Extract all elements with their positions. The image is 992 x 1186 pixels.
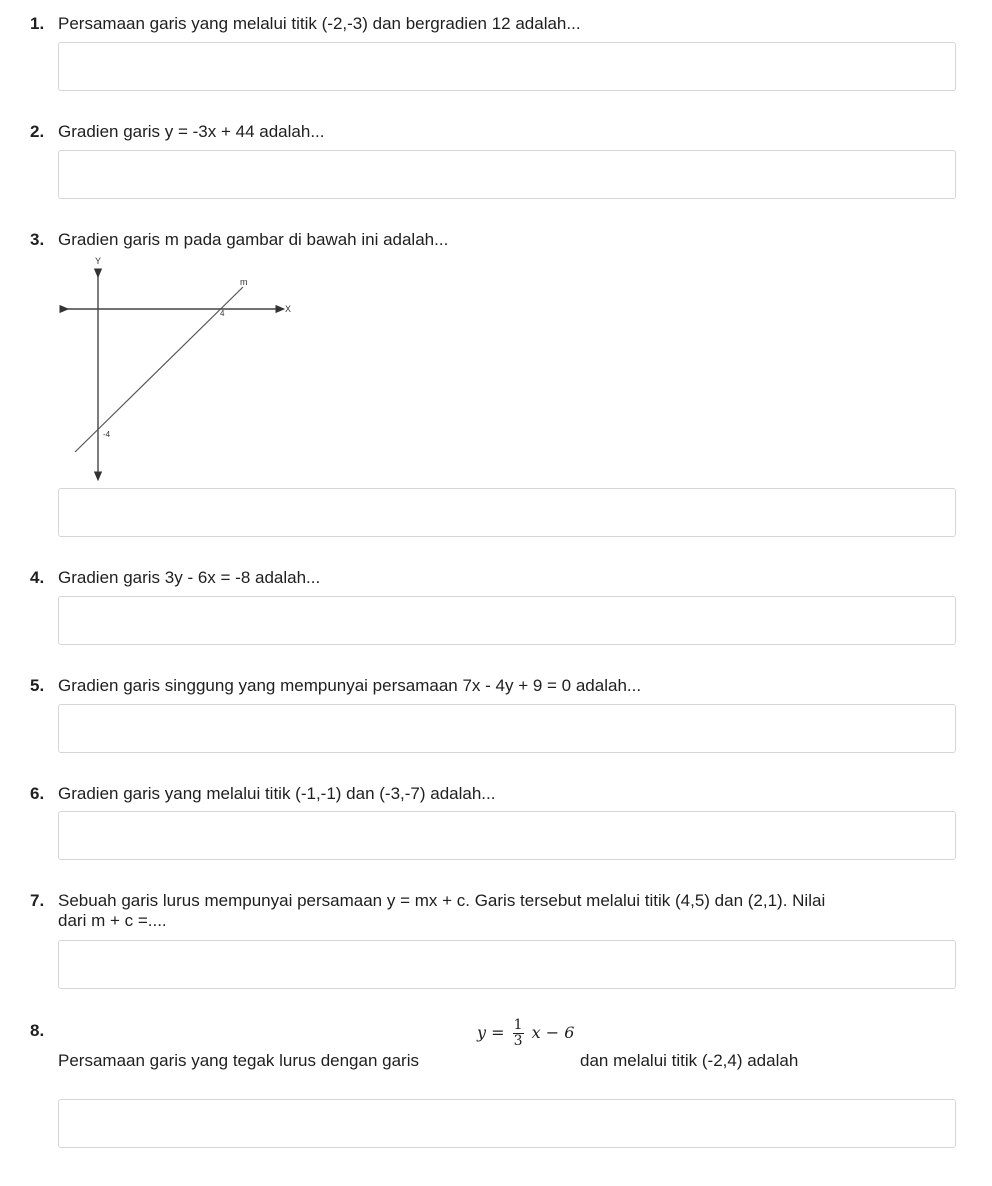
question-text: Gradien garis singgung yang mempunyai persamaan 7x - 4y + 9 = 0 adalah... xyxy=(58,676,642,695)
answer-field-6[interactable] xyxy=(58,811,956,860)
question-number: 2. xyxy=(30,122,45,141)
fraction-numerator: 1 xyxy=(513,1017,523,1033)
x-axis-label: X xyxy=(285,304,292,314)
question-number: 1. xyxy=(30,14,45,33)
answer-field-1[interactable] xyxy=(58,42,956,91)
question-number: 7. xyxy=(30,891,45,910)
line-m-label: m xyxy=(240,277,248,287)
equation-lhs: y = xyxy=(477,1023,505,1042)
question-number: 6. xyxy=(30,784,45,803)
answer-field-3[interactable] xyxy=(58,488,956,537)
question-text: Persamaan garis yang melalui titik (-2,-3) dan bergradien 12 adalah... xyxy=(58,14,581,33)
x-intercept-label: 4 xyxy=(220,309,225,318)
question-text: Gradien garis yang melalui titik (-1,-1) dan (-3,-7) adalah... xyxy=(58,784,496,803)
equation-fraction xyxy=(513,1018,524,1049)
question-text xyxy=(58,891,958,931)
answer-field-8[interactable] xyxy=(58,1099,956,1148)
question-text-line-1: Sebuah garis lurus mempunyai persamaan y = mx + c. Garis tersebut melalui titik (4,5) dan (2,1). Nilai xyxy=(58,891,826,910)
question-number: 4. xyxy=(30,568,45,587)
question-8-text-after: dan melalui titik (-2,4) adalah xyxy=(580,1051,799,1070)
equation xyxy=(477,1018,574,1049)
equation-rhs: x − 6 xyxy=(531,1023,575,1042)
answer-field-7[interactable] xyxy=(58,940,956,989)
graph-figure xyxy=(55,252,305,484)
y-axis-label: Y xyxy=(95,256,102,266)
question-number: 3. xyxy=(30,230,45,249)
question-number: 8. xyxy=(30,1021,45,1040)
question-text-line-2: dari m + c =.... xyxy=(58,911,167,930)
question-text: Gradien garis 3y - 6x = -8 adalah... xyxy=(58,568,321,587)
question-number: 5. xyxy=(30,676,45,695)
question-text: Gradien garis m pada gambar di bawah ini adalah... xyxy=(58,230,449,249)
answer-field-5[interactable] xyxy=(58,704,956,753)
y-intercept-label: -4 xyxy=(103,430,111,439)
question-8-text-before: Persamaan garis yang tegak lurus dengan garis xyxy=(58,1051,419,1070)
line-m xyxy=(75,287,243,452)
answer-field-2[interactable] xyxy=(58,150,956,199)
answer-field-4[interactable] xyxy=(58,596,956,645)
fraction-denominator: 3 xyxy=(513,1033,523,1049)
question-text: Gradien garis y = -3x + 44 adalah... xyxy=(58,122,325,141)
